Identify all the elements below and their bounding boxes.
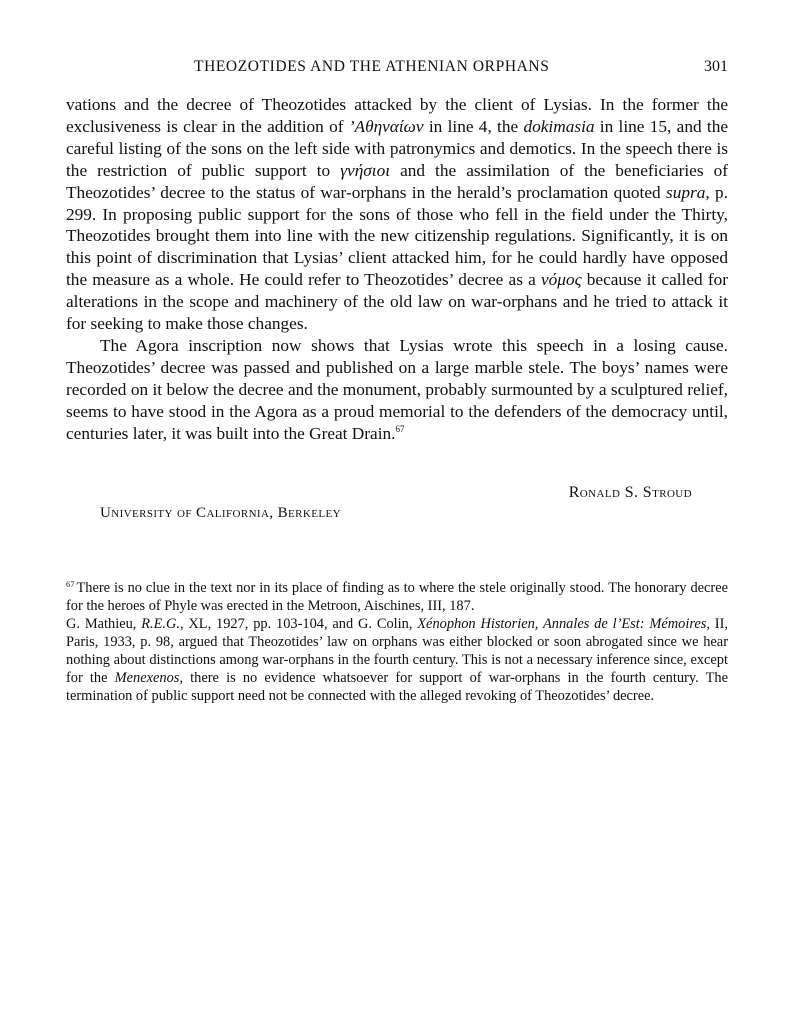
greek-term-nomos: νόμος [540,270,582,290]
footnote-reference[interactable]: 67 [395,423,405,434]
paragraph-1-text-6: because it called for alterations in the scope and machinery of the old law on war-orphans and he tried to attack it for seeking to make those changes. [66,270,728,334]
footnote-text-4: there is no evidence whatsoever for support of war-orphans in the fourth century. The termination of public support need not be connected with the alleged revoking of Theozotides’ decree. [66,670,728,704]
footnote-67-text: There is no clue in the text nor in its place of finding as to where the stele originally stood. The honorary decree for the heroes of Phyle was erected in the Metroon, Aischines, III, 187. [66,580,728,614]
running-head [66,58,728,82]
paragraph-1-text-5: p. 299. In proposing public support for the sons of those who fell in the field under the Thirty, Theozotides brought them into line with the new citizenship regulations. Significantly, it is on this point of discrimination that Lysias’ client attacked him, for he could hardly have opposed the measure as a whole. He could refer to Theozotides’ decree as a [66,182,729,290]
running-title: THEOZOTIDES AND THE ATHENIAN ORPHANS [194,58,550,75]
paragraph-1-text-1: vations and the decree of Theozotides attacked by the client of Lysias. In the former the exclusiveness is clear in the addition of [66,95,728,136]
paragraph-2 [66,335,728,445]
footnote-text-2: XL, 1927, pp. 103-104, and G. Colin, [183,616,418,632]
author-affiliation: University of California, Berkeley [100,505,341,521]
greek-term-gnesioi: γνήσιοι [340,160,391,180]
citation-reg: R.E.G., [141,616,184,632]
paragraph-1-text-3: in line 15, and the careful listing of the sons on the left side with patronymics and demotics. In the speech there is the restriction of public support to [66,116,729,180]
body-text [66,94,728,445]
author-signature: Ronald S. Stroud [568,484,692,501]
paragraph-1-text-2: in line 4, the [423,116,524,136]
citation-menexenos: Menexenos, [114,670,183,686]
footnote-text-1: G. Mathieu, [66,616,142,632]
page-number: 301 [704,58,728,75]
paragraph-1-text-4: and the assimilation of the beneficiaries of Theozotides’ decree to the status of war-orphans in the herald’s proclamation quoted [66,160,728,202]
greek-term-athenaion: ’Αθηναίων [348,116,424,136]
footnote-67-continuation [66,615,728,705]
term-supra: supra, [666,182,710,202]
citation-xenophon-historien: Xénophon Historien, Annales de l’Est: Mémoires, [417,616,710,632]
paragraph-2-text: The Agora inscription now shows that Lysias wrote this speech in a losing cause. Theozotides’ decree was passed and published on a large marble stele. The boys’ names were recorded on it below the decree and the monument, probably surmounted by a sculptured relief, seems to have stood in the Agora as a proud memorial to the defenders of the democracy until, centuries later, it was built into the Great Drain. [66,335,728,443]
paragraph-1 [66,94,728,335]
footnotes [66,579,728,705]
footnote-number: 67 [66,579,75,589]
footnote-67 [66,579,728,615]
footnote-text-3: II, Paris, 1933, p. 98, argued that Theozotides’ law on orphans was either blocked or soon abrogated since we hear nothing about distinctions among war-orphans in the fourth century. This is not a necessary inference since, except for the [66,616,728,686]
term-dokimasia: dokimasia [523,116,595,136]
